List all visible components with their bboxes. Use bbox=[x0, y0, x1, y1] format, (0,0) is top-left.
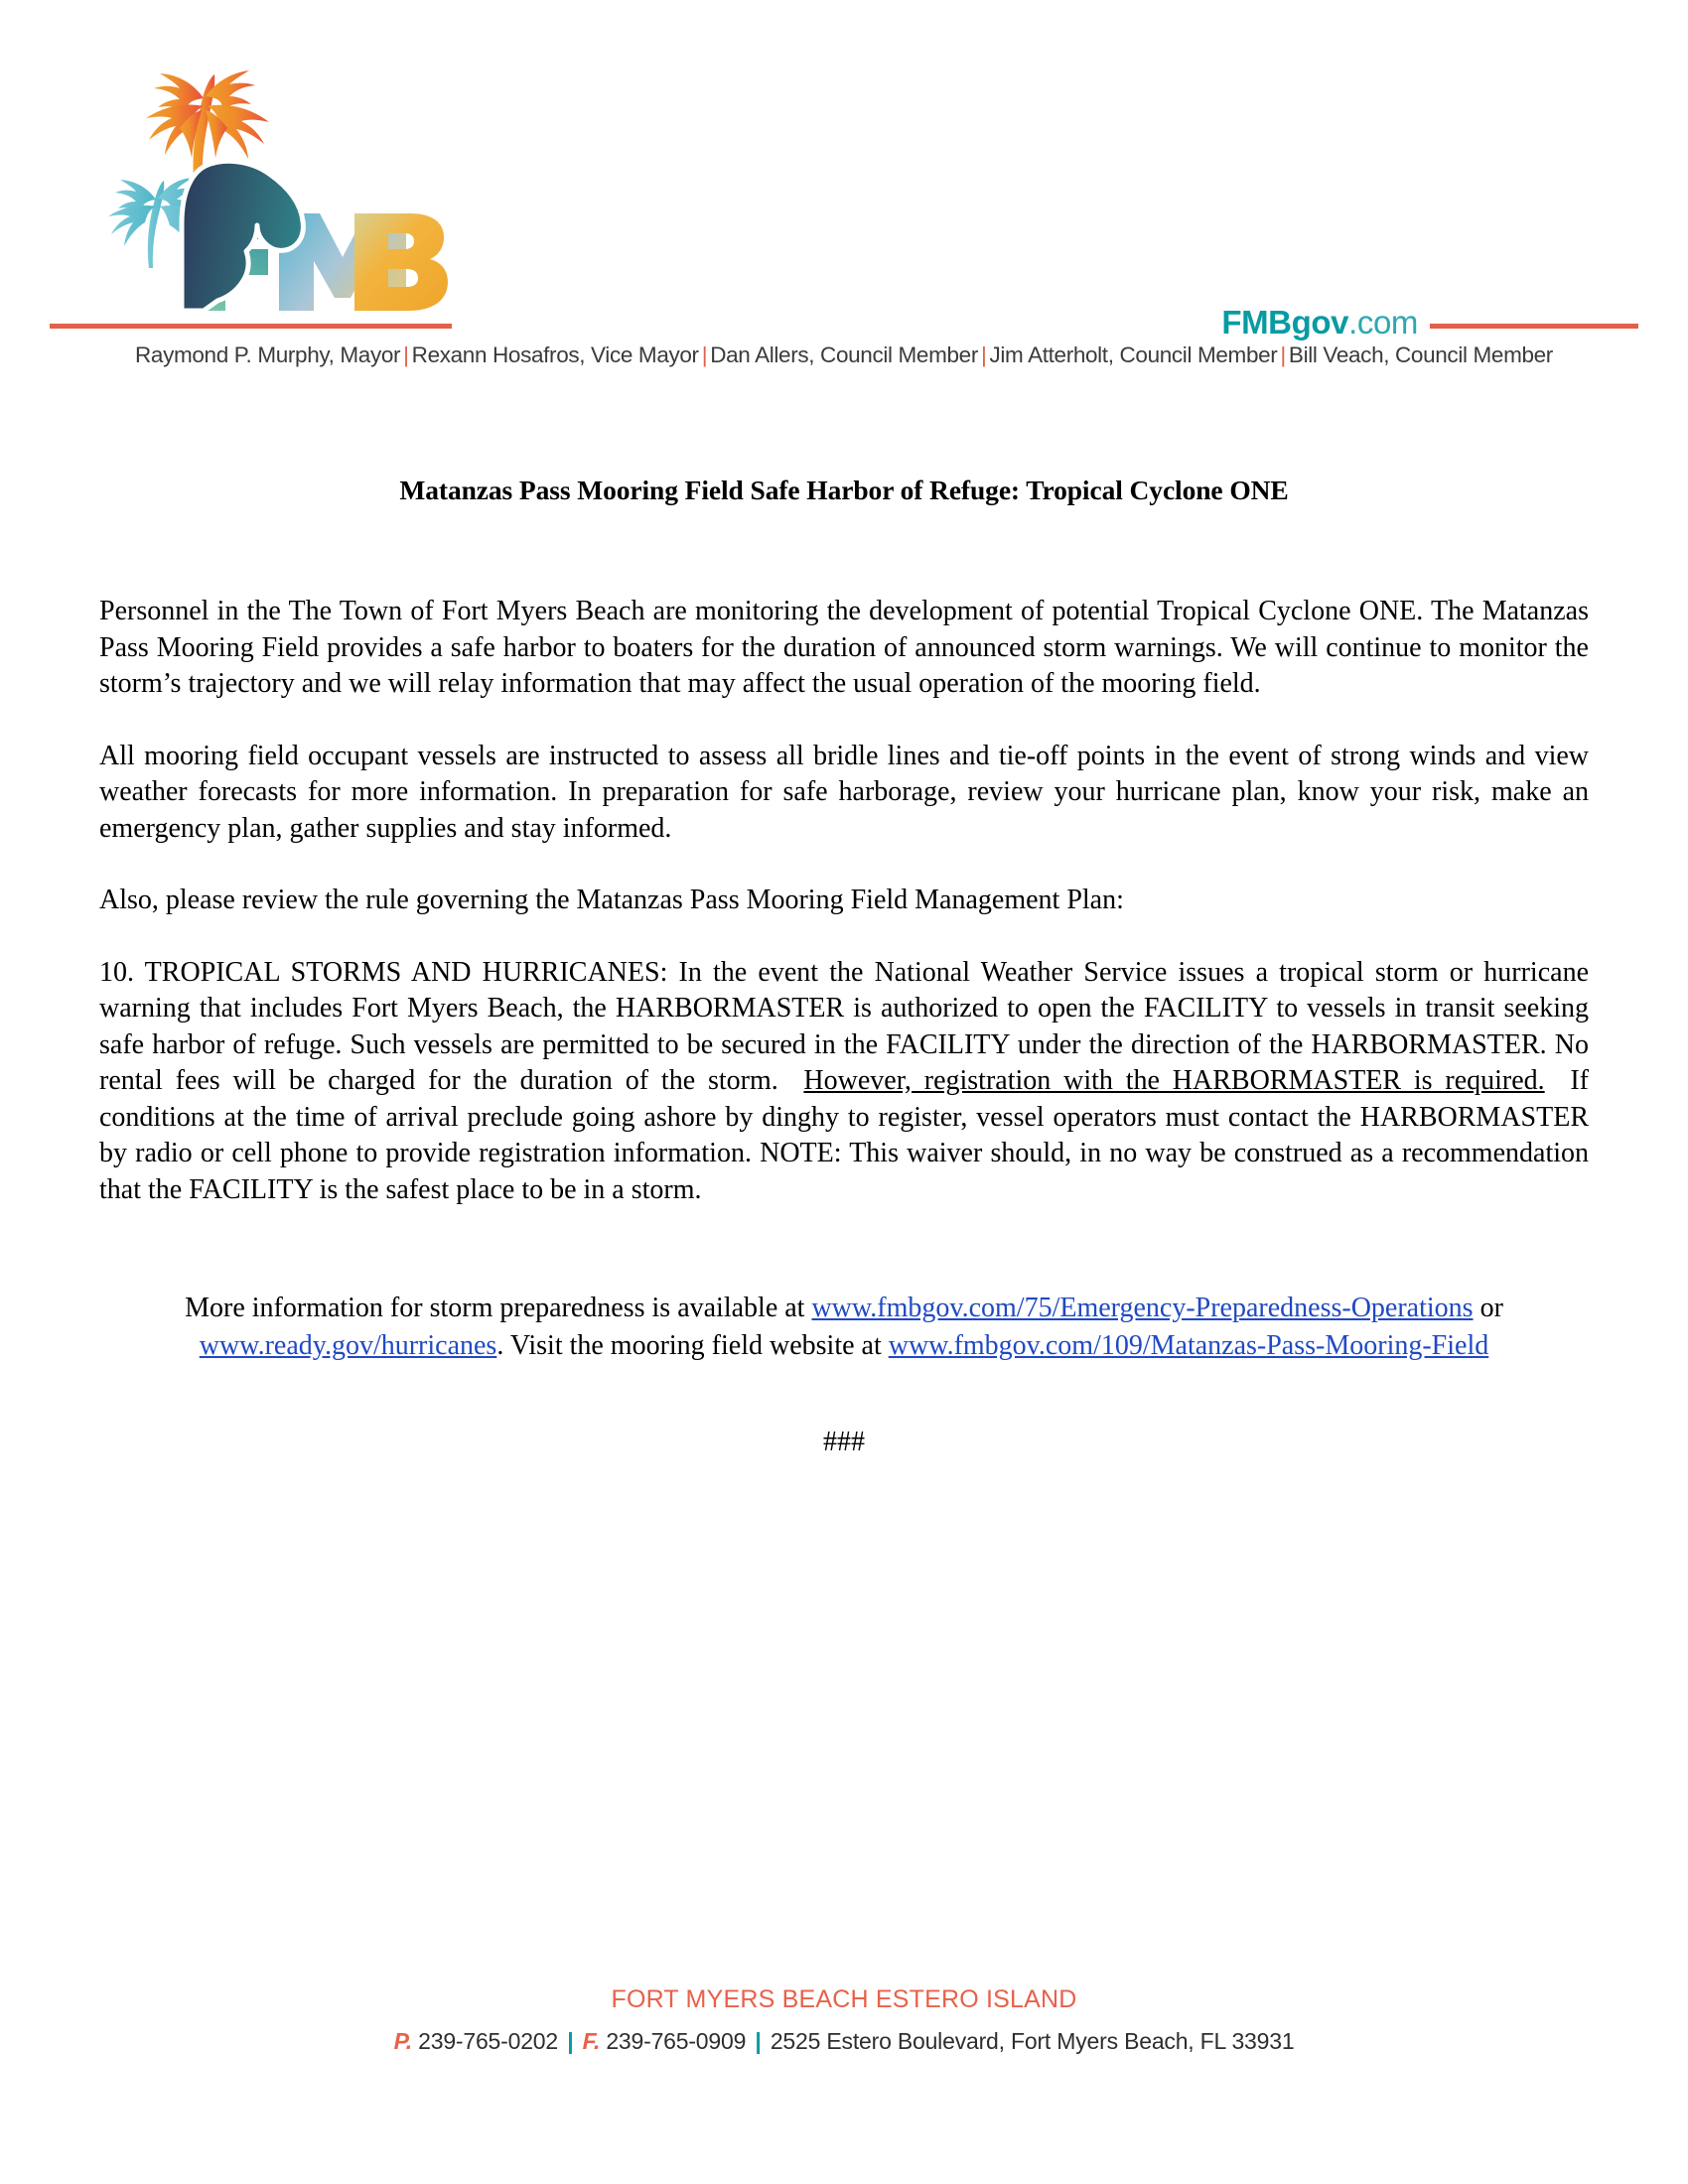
official-0: Raymond P. Murphy, Mayor bbox=[135, 342, 401, 367]
link-emergency-preparedness[interactable]: www.fmbgov.com/75/Emergency-Preparedness-Operations bbox=[811, 1293, 1474, 1323]
brand-rule-line bbox=[50, 304, 1638, 341]
phone-number: 239-765-0202 bbox=[418, 2028, 558, 2054]
rule-part-1: 10. TROPICAL STORMS AND HURRICANES: In the event the National Weather Service issues a tropical storm or hurricane warning that includes Fort Myers Beach, the HARBORMASTER is authorized to open the FACILITY to vessels in transit seeking safe harbor of refuge. Such vessels are permitted to be secured in the FACILITY under the direction of the HARBORMASTER. No rental fees will be charged for the duration of the storm. bbox=[99, 956, 1589, 1096]
link-ready-gov-hurricanes[interactable]: www.ready.gov/hurricanes bbox=[199, 1330, 497, 1361]
officials-separator: | bbox=[980, 342, 987, 367]
letterhead-header bbox=[0, 0, 1688, 387]
fax-number: 239-765-0909 bbox=[606, 2028, 747, 2054]
address: 2525 Estero Boulevard, Fort Myers Beach, FL 33931 bbox=[770, 2028, 1295, 2054]
official-3: Jim Atterholt, Council Member bbox=[989, 342, 1278, 367]
officials-separator: | bbox=[403, 342, 409, 367]
more-info-block bbox=[99, 1290, 1589, 1365]
paragraph-3: Also, please review the rule governing the Matanzas Pass Mooring Field Management Plan: bbox=[99, 885, 1124, 915]
paragraph-2: All mooring field occupant vessels are instructed to assess all bridle lines and tie-off points in the event of strong winds and view weather forecasts for more information. In preparation for safe harborage, review your hurricane plan, know your risk, make an emergency plan, gather supplies and stay informed. bbox=[99, 740, 1589, 844]
fmb-logo bbox=[55, 55, 472, 313]
footer-contact bbox=[0, 2028, 1688, 2055]
links-mid: . Visit the mooring field website at bbox=[496, 1330, 882, 1361]
rule-right bbox=[1430, 324, 1638, 329]
footer-separator: | bbox=[567, 2028, 574, 2054]
paragraph-1: Personnel in the The Town of Fort Myers Beach are monitoring the development of potential Tropical Cyclone ONE. The Matanzas Pass Mooring Field provides a safe harbor to boaters for the duration of announced storm warnings. We will continue to monitor the storm’s trajectory and we will relay information that may affect the usual operation of the mooring field. bbox=[99, 596, 1589, 699]
brand-website-bold: FMBgov bbox=[1221, 304, 1349, 341]
footer-title: FORT MYERS BEACH ESTERO ISLAND bbox=[611, 1985, 1077, 2013]
link-matanzas-pass-mooring-field[interactable]: www.fmbgov.com/109/Matanzas-Pass-Mooring-Field bbox=[888, 1330, 1489, 1361]
links-or: or bbox=[1479, 1293, 1503, 1323]
brand-website-tld: .com bbox=[1348, 304, 1418, 341]
officials-separator: | bbox=[701, 342, 708, 367]
rule-underlined-text: However, registration with the HARBORMASTER is required. bbox=[803, 1065, 1545, 1096]
links-intro: More information for storm preparedness is available at bbox=[185, 1293, 805, 1323]
phone-tag: P. bbox=[393, 2028, 412, 2054]
page-title: Matanzas Pass Mooring Field Safe Harbor of Refuge: Tropical Cyclone ONE bbox=[399, 475, 1289, 505]
letterhead-footer bbox=[0, 1985, 1688, 2055]
fax-tag: F. bbox=[582, 2028, 601, 2054]
rule-left bbox=[50, 324, 452, 329]
official-2: Dan Allers, Council Member bbox=[710, 342, 978, 367]
officials-separator: | bbox=[1280, 342, 1286, 367]
document-body bbox=[99, 467, 1589, 1458]
footer-separator: | bbox=[755, 2028, 762, 2054]
end-marker: ### bbox=[823, 1427, 865, 1457]
rule-part-2: If conditions at the time of arrival preclude going ashore by dinghy to register, vessel operators must contact the HARBORMASTER by radio or cell phone to provide registration information. NOTE: This waiver should, in no way be construed as a recommendation that the FACILITY is the safest place to be in a storm. bbox=[99, 1065, 1589, 1205]
official-1: Rexann Hosafros, Vice Mayor bbox=[411, 342, 699, 367]
officials-line bbox=[50, 342, 1638, 368]
brand-website bbox=[1221, 304, 1418, 341]
rule-paragraph bbox=[99, 955, 1589, 1209]
official-4: Bill Veach, Council Member bbox=[1288, 342, 1553, 367]
